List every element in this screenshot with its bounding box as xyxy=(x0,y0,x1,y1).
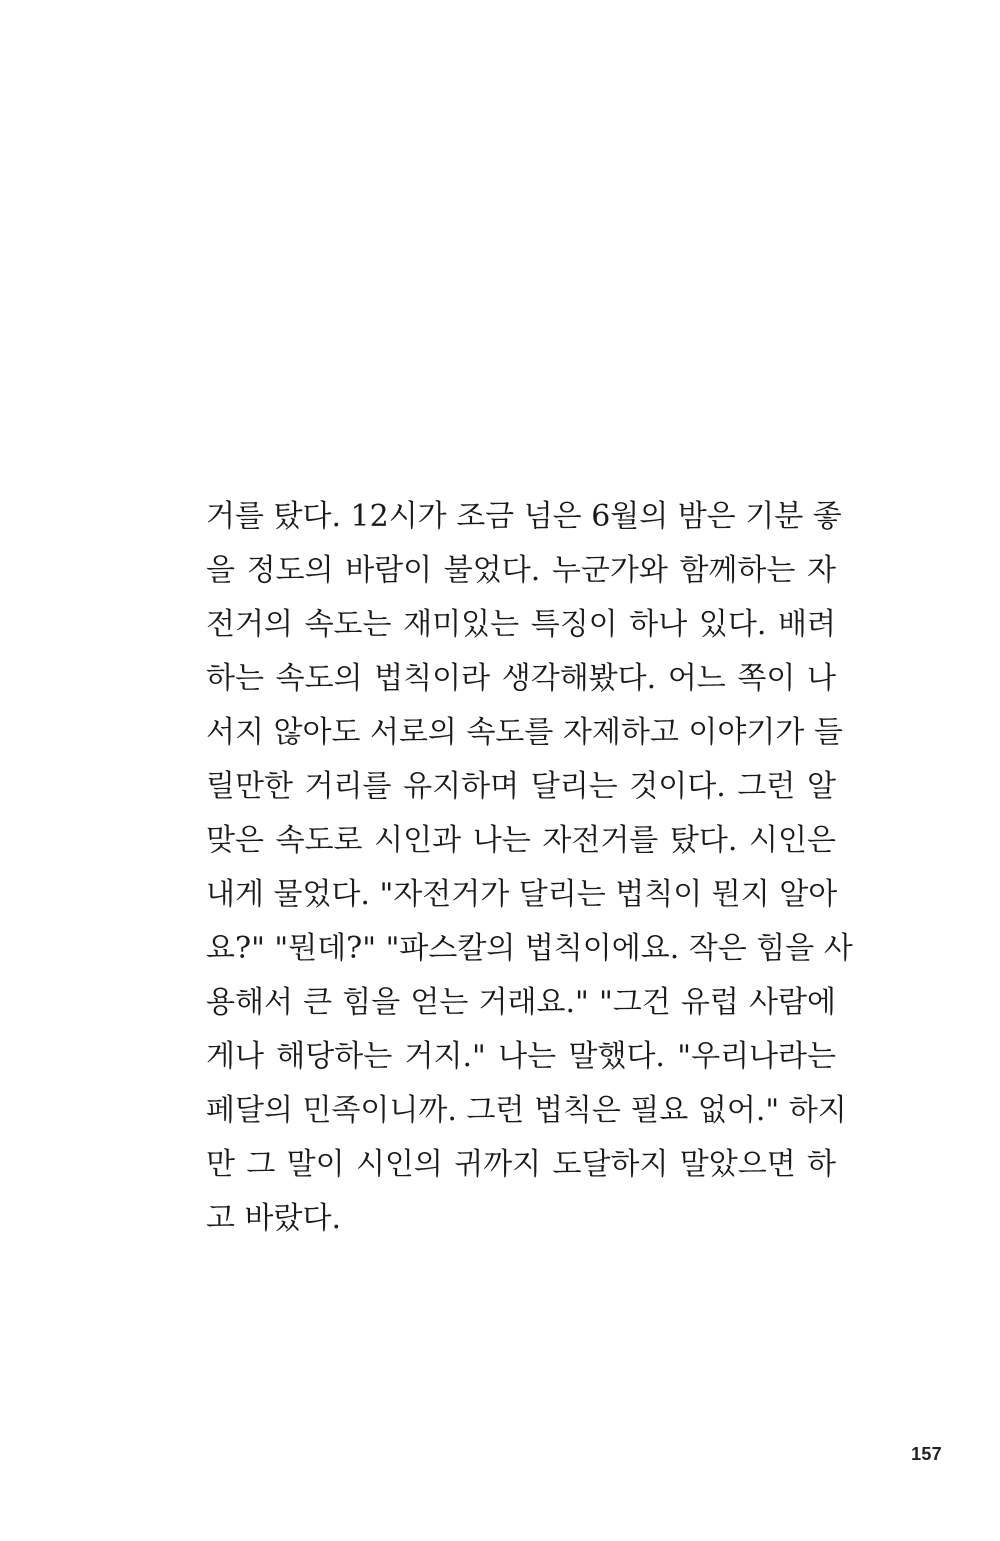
text-line: 고 바랐다. xyxy=(206,1201,341,1236)
text-line: 페달의 민족이니까. 그런 법칙은 필요 없어." 하지 xyxy=(206,1093,847,1128)
text-line: 서지 않아도 서로의 속도를 자제하고 이야기가 들 xyxy=(206,715,843,750)
text-line: 하는 속도의 법칙이라 생각해봤다. 어느 쪽이 나 xyxy=(206,661,836,696)
text-line: 거를 탔다. 12시가 조금 넘은 6월의 밤은 기분 좋 xyxy=(206,499,842,534)
page-number: 157 xyxy=(911,1444,942,1464)
text-line: 전거의 속도는 재미있는 특징이 하나 있다. 배려 xyxy=(206,607,836,642)
body-paragraph xyxy=(206,490,853,1246)
text-line: 용해서 큰 힘을 얻는 거래요." "그건 유럽 사람에 xyxy=(206,985,836,1020)
text-line: 내게 물었다. "자전거가 달리는 법칙이 뭔지 알아 xyxy=(206,877,838,912)
text-line: 릴만한 거리를 유지하며 달리는 것이다. 그런 알 xyxy=(206,769,836,804)
text-line: 만 그 말이 시인의 귀까지 도달하지 말았으면 하 xyxy=(206,1147,836,1182)
text-line: 요?" "뭔데?" "파스칼의 법칙이에요. 작은 힘을 사 xyxy=(206,931,853,966)
text-line: 맞은 속도로 시인과 나는 자전거를 탔다. 시인은 xyxy=(206,823,836,858)
text-line: 게나 해당하는 거지." 나는 말했다. "우리나라는 xyxy=(206,1039,836,1074)
text-line: 을 정도의 바람이 불었다. 누군가와 함께하는 자 xyxy=(206,553,836,588)
